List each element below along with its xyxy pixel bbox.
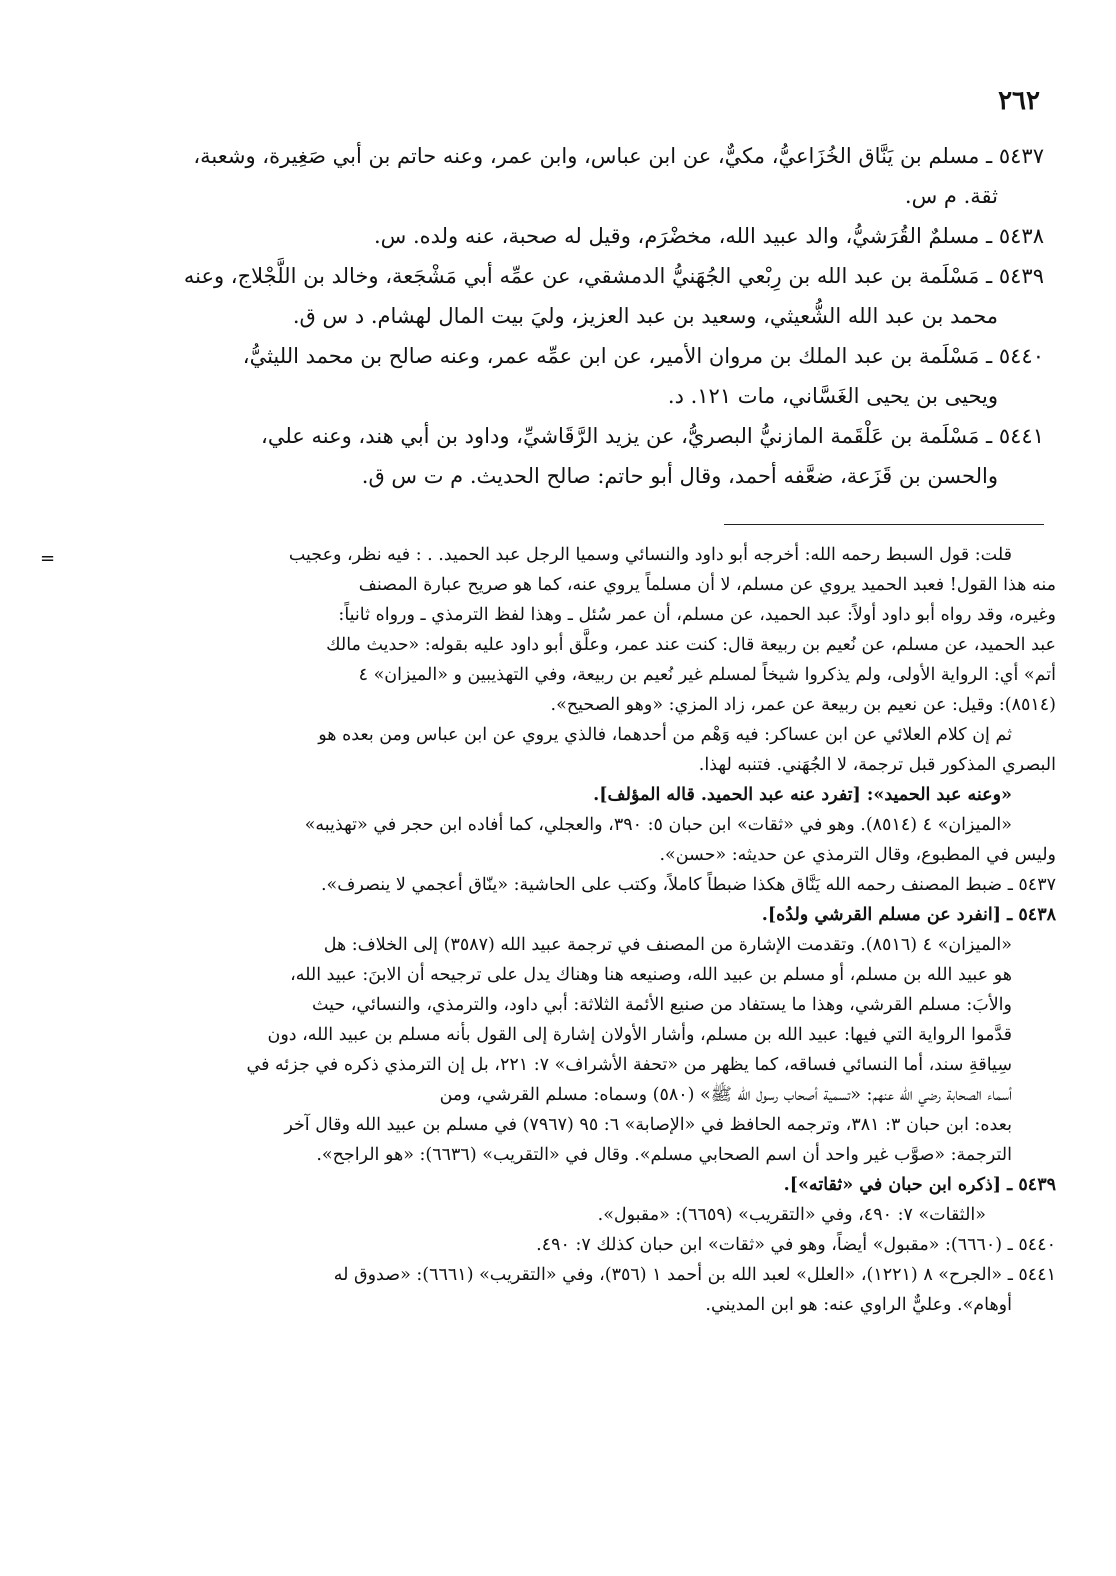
footnotes <box>70 540 1056 1320</box>
note-line: وليس في المطبوع، وقال الترمذي عن حديثه: «حسن». <box>659 845 1056 865</box>
entry-line: ويحيى بن يحيى الغَسَّاني، مات ١٢١. د. <box>667 384 998 408</box>
note-line: عبد الحميد، عن مسلم، عن نُعيم بن ربيعة قال: كنت عند عمر، وعلَّق أبو داود عليه بقوله: «حديث مالك <box>326 635 1056 655</box>
entry-line: ٥٤٣٨ ـ مسلمٌ القُرَشيُّ، والد عبيد الله، مخضْرَم، وقيل له صحبة، عنه ولده. س. <box>373 224 1044 248</box>
note-line: منه هذا القول! فعبد الحميد يروي عن مسلم، لا أن مسلماً يروي عنه، كما هو صريح عبارة المصنف <box>358 575 1056 595</box>
note-line: وغيره، وقد رواه أبو داود أولاً: عبد الحميد، عن مسلم، أن عمر سُئل ـ وهذا لفظ الترمذي ـ ورواه ثانياً: <box>338 605 1056 625</box>
note-line: هو عبيد الله بن مسلم، أو مسلم بن عبيد الله، وصنيعه هنا وهناك يدل على ترجيحه أن الابنَ: عبيد الله، <box>290 965 1012 985</box>
note-line: والأبَ: مسلم القرشي، وهذا ما يستفاد من صنيع الأئمة الثلاثة: أبي داود، والترمذي، والنسائي، حيث <box>311 995 1012 1015</box>
note-line: قلت: قول السبط رحمه الله: أخرجه أبو داود والنسائي وسميا الرجل عبد الحميد. . : فيه نظر، وعجيب <box>288 545 1012 565</box>
note-line: ثم إن كلام العلائي عن ابن عساكر: فيه وَهْم من أحدهما، فالذي يروي عن ابن عباس ومن بعده هو <box>318 725 1012 745</box>
note-line: ٥٤٣٧ ـ ضبط المصنف رحمه الله يَنَّاق هكذا ضبطاً كاملاً، وكتب على الحاشية: «ينّاق أعجمي لا ينصرف». <box>320 875 1056 895</box>
note-line: (٨٥١٤): وقيل: عن نعيم بن ربيعة عن عمر، زاد المزي: «وهو الصحيح». <box>550 695 1056 715</box>
main-text <box>70 138 1044 498</box>
entry-line: ٥٤٣٩ ـ مَسْلَمة بن عبد الله بن رِبْعي الجُهَنيُّ الدمشقي، عن عمِّه أبي مَشْجَعة، وخالد بن اللَّجْلاج، وعنه <box>183 264 1044 288</box>
note-line: أوهام». وعليٌّ الراوي عنه: هو ابن المديني. <box>705 1295 1012 1315</box>
entry-line: ثقة. م س. <box>904 184 998 208</box>
note-line: «وعنه عبد الحميد»: [تفرد عنه عبد الحميد. قاله المؤلف]. <box>593 785 1012 805</box>
page-number: ٢٦٢ <box>998 86 1040 116</box>
entry-line: ٥٤٤٠ ـ مَسْلَمة بن عبد الملك بن مروان الأمير، عن ابن عمِّه عمر، وعنه صالح بن محمد الليثيُّ، <box>242 344 1044 368</box>
note-line: ٥٤٤١ ـ «الجرح» ٨ (١٢٢١)، «العلل» لعبد الله بن أحمد ١ (٣٥٦)، وفي «التقريب» (٦٦٦١): «صدوق له <box>333 1265 1056 1285</box>
note-line: ٥٤٣٩ ـ [ذكره ابن حبان في «ثقاته»]. <box>783 1175 1056 1195</box>
entry-line: ٥٤٣٧ ـ مسلم بن يَنَّاق الخُزَاعيُّ، مكيٌّ، عن ابن عباس، وابن عمر، وعنه حاتم بن أبي صَغِيرة، وشعبة، <box>193 144 1044 168</box>
note-line: سِياقةِ سند، أما النسائي فساقه، كما يظهر من «تحفة الأشراف» ٧: ٢٢١، بل إن الترمذي ذكره في جزئه في <box>246 1055 1012 1075</box>
note-line: «الثقات» ٧: ٤٩٠، وفي «التقريب» (٦٦٥٩): «مقبول». <box>597 1205 986 1225</box>
note-line: ٥٤٣٨ ـ [انفرد عن مسلم القرشي ولدُه]. <box>761 905 1056 925</box>
note-line: بعده: ابن حبان ٣: ٣٨١، وترجمه الحافظ في «الإصابة» ٦: ٩٥ (٧٩٦٧) في مسلم بن عبيد الله وقال آخر <box>284 1115 1012 1135</box>
note-line: الترجمة: «صوَّب غير واحد أن اسم الصحابي مسلم». وقال في «التقريب» (٦٦٣٦): «هو الراجح». <box>316 1145 1012 1165</box>
continuation-mark: = <box>40 548 56 569</box>
note-line: البصري المذكور قبل ترجمة، لا الجُهَني. فتنبه لهذا. <box>698 755 1056 775</box>
note-line: «الميزان» ٤ (٨٥١٦). وتقدمت الإشارة من المصنف في ترجمة عبيد الله (٣٥٨٧) إلى الخلاف: هل <box>323 935 1012 955</box>
note-line: ٥٤٤٠ ـ (٦٦٦٠): «مقبول» أيضاً، وهو في «ثقات» ابن حبان كذلك ٧: ٤٩٠. <box>536 1235 1056 1255</box>
entry-line: والحسن بن قَزَعة، ضعَّفه أحمد، وقال أبو حاتم: صالح الحديث. م ت س ق. <box>361 464 998 488</box>
entry-line: ٥٤٤١ ـ مَسْلَمة بن عَلْقَمة المازنيُّ البصريُّ، عن يزيد الرَّقَاشيِّ، وداود بن أبي هند، وعنه علي، <box>261 424 1044 448</box>
note-line: أتم» أي: الرواية الأولى، ولم يذكروا شيخاً لمسلم غير نُعيم بن ربيعة، وفي التهذيبين و «الميزان» ٤ <box>358 665 1056 685</box>
note-line: أسماء الصحابة رضي الله عنهم: «تسمية أصحاب رسول الله ﷺ» (٥٨٠) وسماه: مسلم القرشي، ومن <box>439 1085 1012 1105</box>
footnote-separator <box>724 524 1044 525</box>
note-line: «الميزان» ٤ (٨٥١٤). وهو في «ثقات» ابن حبان ٥: ٣٩٠، والعجلي، كما أفاده ابن حجر في «تهذيبه» <box>304 815 1012 835</box>
note-line: قدَّموا الرواية التي فيها: عبيد الله بن مسلم، وأشار الأولان إشارة إلى القول بأنه مسلم بن عبيد الله، دون <box>267 1025 1012 1045</box>
entry-line: محمد بن عبد الله الشُّعيثي، وسعيد بن عبد العزيز، وليَ بيت المال لهشام. د س ق. <box>292 304 998 328</box>
